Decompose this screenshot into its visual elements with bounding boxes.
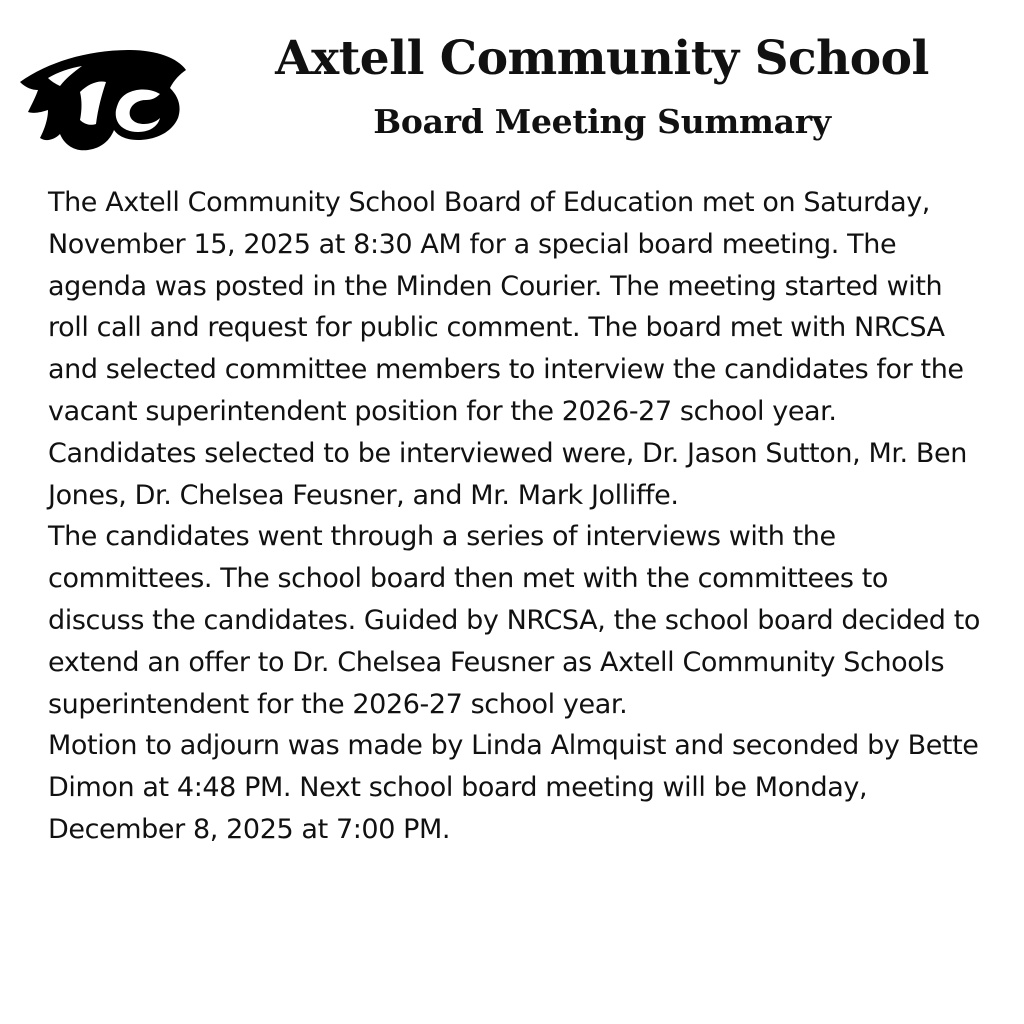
wildcat-logo-icon [18, 44, 188, 154]
summary-paragraph: The candidates went through a series of interviews with the committees. The school board then met with the committees to discuss the candidates. Guided by NRCSA, the school board decided to extend an offer to Dr. Chelsea Feusner as Axtell Community Schools superintendent for the 2026-27 school year. [48, 521, 981, 720]
summary-paragraph: Motion to adjourn was made by Linda Almquist and seconded by Bette Dimon at 4:48 PM. Next school board meeting will be Monday, December 8, 2025 at 7:00 PM. [48, 730, 979, 845]
page-title: Axtell Community School [275, 31, 929, 86]
summary-paragraph: The Axtell Community School Board of Education met on Saturday, November 15, 2025 at 8:30 AM for a special board meeting. The agenda was posted in the Minden Courier. The meeting started with roll call and request for public comment. The board met with NRCSA and selected committee members to interview the candidates for the vacant superintendent position for the 2026-27 school year. Candidates selected to be interviewed were, Dr. Jason Sutton, Mr. Ben Jones, Dr. Chelsea Feusner, and Mr. Mark Jolliffe. [48, 187, 967, 511]
page-subtitle: Board Meeting Summary [373, 102, 831, 141]
summary-body [48, 182, 988, 851]
